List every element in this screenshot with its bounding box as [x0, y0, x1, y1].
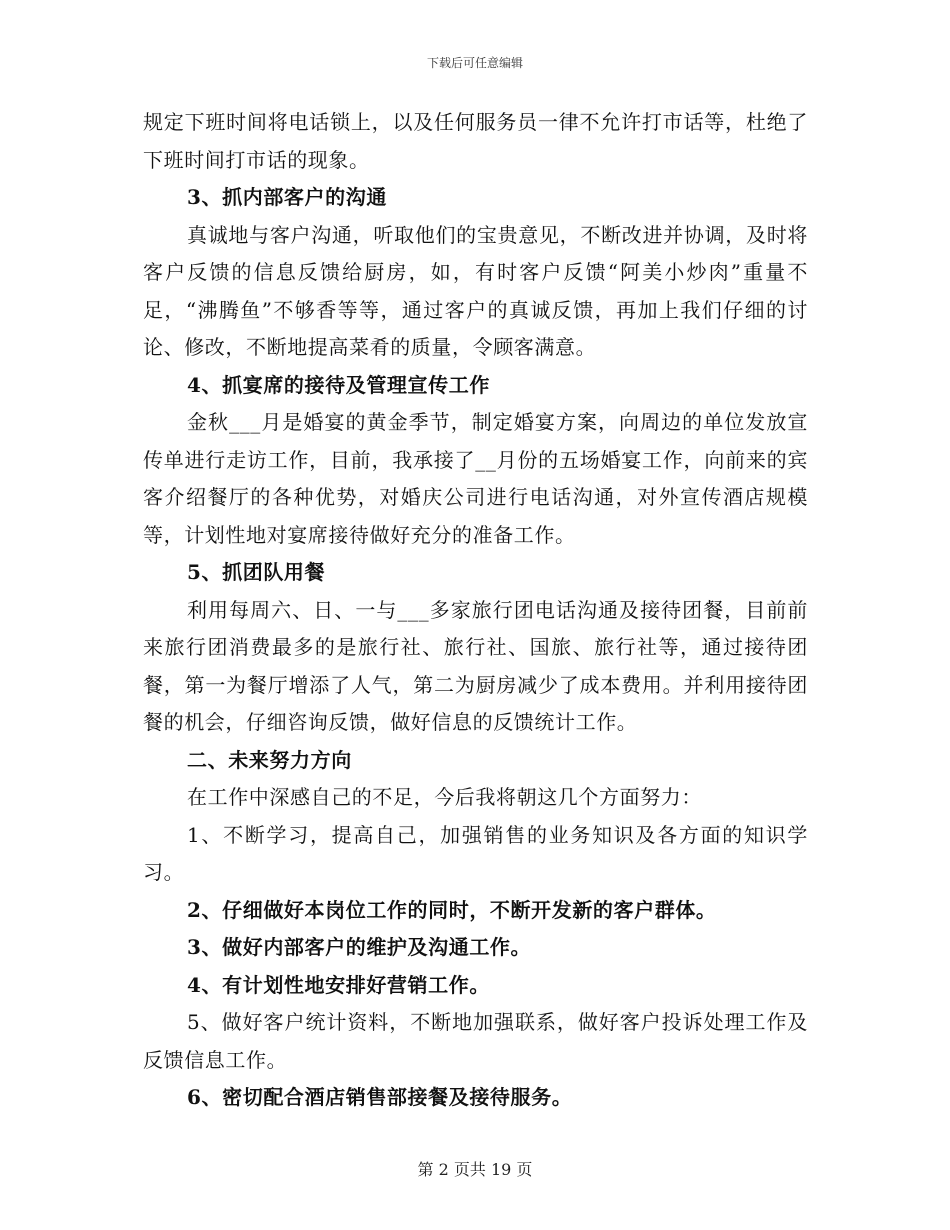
document-body: [143, 104, 808, 1117]
list-item: 1、不断学习，提高自己，加强销售的业务知识及各方面的知识学习。: [143, 822, 808, 884]
section-heading: 二、未来努力方向: [187, 747, 352, 772]
list-item: 2、仔细做好本岗位工作的同时，不断开发新的客户群体。: [187, 897, 717, 922]
paragraph: 金秋___月是婚宴的黄金季节，制定婚宴方案，向周边的单位发放宣传单进行走访工作，目前，我承接了__月份的五场婚宴工作，向前来的宾客介绍餐厅的各种优势，对婚庆公司进行电话沟通，对外宣传酒店规模等，计划性地对宴席接待做好充分的准备工作。: [143, 410, 808, 547]
paragraph: 真诚地与客户沟通，听取他们的宝贵意见，不断改进并协调，及时将客户反馈的信息反馈给厨房，如，有时客户反馈“阿美小炒肉”重量不足，“沸腾鱼”不够香等等，通过客户的真诚反馈，再加上我们仔细的讨论、修改，不断地提高菜肴的质量，令顾客满意。: [143, 222, 808, 359]
list-item: 5、做好客户统计资料，不断地加强联系，做好客户投诉处理工作及反馈信息工作。: [143, 1010, 808, 1072]
section-heading: 5、抓团队用餐: [187, 560, 326, 584]
page-footer: 第 2 页共 19 页: [417, 1160, 533, 1179]
list-item: 6、密切配合酒店销售部接餐及接待服务。: [187, 1085, 573, 1109]
section-heading: 4、抓宴席的接待及管理宣传工作: [187, 372, 490, 397]
paragraph: 在工作中深感自己的不足，今后我将朝这几个方面努力：: [187, 785, 702, 809]
list-item: 3、做好内部客户的维护及沟通工作。: [187, 935, 532, 959]
page-header: 下载后可任意编辑: [426, 56, 523, 70]
paragraph: 规定下班时间将电话锁上，以及任何服务员一律不允许打市话等，杜绝了下班时间打市话的现象。: [143, 110, 808, 172]
paragraph: 利用每周六、日、一与___多家旅行团电话沟通及接待团餐，目前前来旅行团消费最多的是旅行社、旅行社、国旅、旅行社等，通过接待团餐，第一为餐厅增添了人气，第二为厨房减少了成本费用。并利用接待团餐的机会，仔细咨询反馈，做好信息的反馈统计工作。: [143, 597, 808, 734]
section-heading: 3、抓内部客户的沟通: [187, 185, 387, 209]
list-item: 4、有计划性地安排好营销工作。: [187, 972, 490, 997]
